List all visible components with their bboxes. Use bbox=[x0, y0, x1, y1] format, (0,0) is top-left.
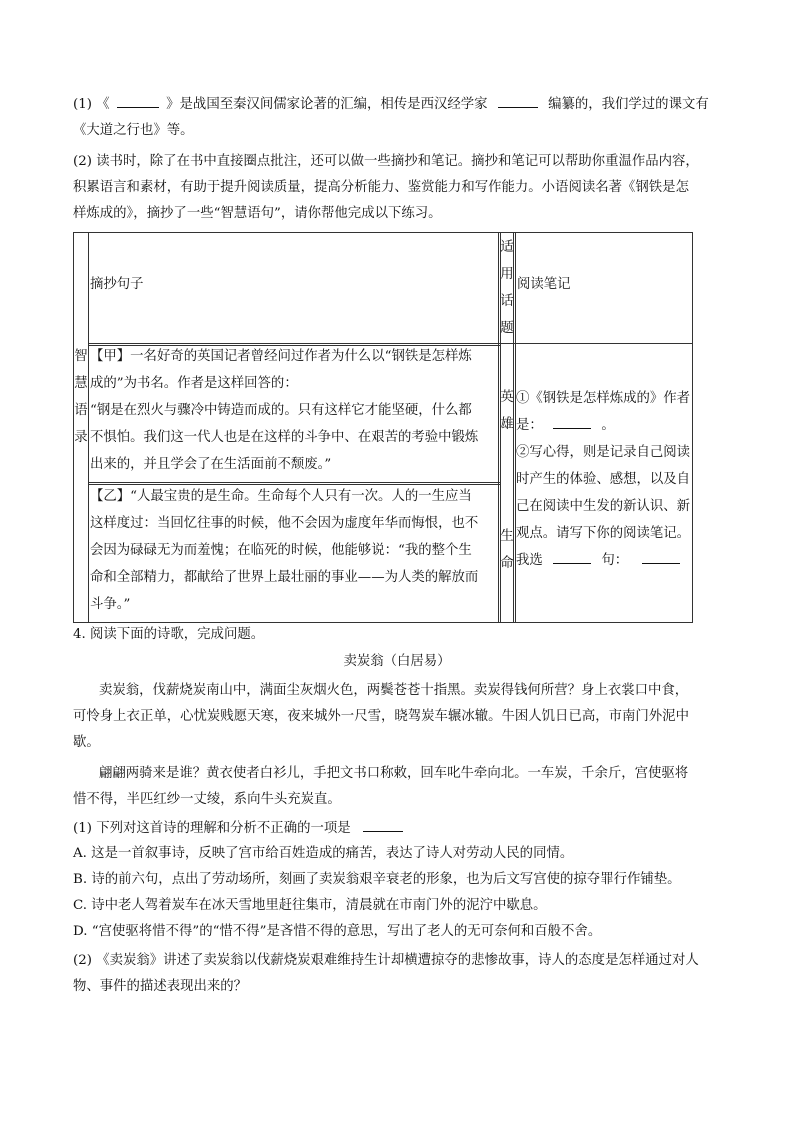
q4-sub2-line2: 物、事件的描述表现出来的？ bbox=[73, 979, 248, 994]
notes-text: 我选 bbox=[516, 553, 543, 568]
excerpt-yi bbox=[90, 483, 498, 618]
header-topic-char: 适 bbox=[500, 240, 514, 255]
sentence-blank[interactable] bbox=[642, 551, 680, 564]
option-a: A. 这是一首叙事诗，反映了宫市给百姓造成的痛苦，表达了诗人对劳动人民的同情。 bbox=[73, 846, 574, 861]
notes-line bbox=[516, 547, 692, 574]
answer-blank[interactable] bbox=[117, 95, 159, 108]
row-label-char: 语 bbox=[74, 403, 88, 418]
topic-char: 命 bbox=[500, 556, 514, 571]
author-blank[interactable] bbox=[553, 416, 591, 429]
row-label-char: 慧 bbox=[74, 376, 88, 391]
excerpt-line: 这样度过：当回忆往事的时候，他不会因为虚度年华而悔恨，也不 bbox=[90, 516, 479, 531]
q3-sub2-line1: (2) 读书时，除了在书中直接圈点批注，还可以做一些摘抄和笔记。摘抄和笔记可以帮助你重温作品内容， bbox=[73, 154, 699, 169]
choice-blank[interactable] bbox=[553, 551, 591, 564]
header-topic-char: 话 bbox=[500, 294, 514, 309]
excerpt-line: 出来的，并且学会了在生活面前不颓废。” bbox=[90, 457, 332, 472]
row-label bbox=[73, 343, 89, 451]
option-c: C. 诗中老人驾着炭车在冰天雪地里赶往集市，清晨就在市南门外的泥泞中歇息。 bbox=[73, 898, 547, 913]
poem-line: 卖炭翁，伐薪烧炭南山中，满面尘灰烟火色，两鬓苍苍十指黑。卖炭得钱何所营？身上衣裳口中食， bbox=[99, 683, 689, 698]
topic-char: 英 bbox=[500, 390, 514, 405]
notes-text: 。 bbox=[601, 418, 615, 433]
notes-line bbox=[516, 412, 692, 439]
q4-intro: 4. 阅读下面的诗歌，完成问题。 bbox=[73, 627, 265, 642]
question-text: (1) 下列对这首诗的理解和分析不正确的一项是 bbox=[73, 821, 351, 836]
excerpt-line: 斗争。” bbox=[90, 597, 131, 612]
excerpt-line: 会因为碌碌无为而羞愧；在临死的时候，他能够说：“我的整个生 bbox=[90, 543, 472, 558]
header-notes: 阅读笔记 bbox=[517, 277, 571, 292]
header-topic-char: 题 bbox=[500, 321, 514, 336]
poem-title: 卖炭翁（白居易） bbox=[343, 654, 451, 669]
excerpt-line: 【甲】一名好奇的英国记者曾经问过作者为什么以“钢铁是怎样炼 bbox=[90, 349, 472, 364]
notes-line: 观点。请写下你的阅读笔记。 bbox=[516, 526, 691, 541]
notes-cell bbox=[516, 385, 692, 574]
row-label-char: 智 bbox=[74, 349, 88, 364]
poem-line: 翩翩两骑来是谁？黄衣使者白衫儿，手把文书口称敕，回车叱牛牵向北。一车炭，千余斤，宫使驱将 bbox=[99, 766, 689, 781]
notes-text: 是： bbox=[516, 418, 543, 433]
reading-notes-table bbox=[73, 232, 693, 623]
option-d: D. “宫使驱将惜不得”的“惜不得”是吝惜不得的意思，写出了老人的无可奈何和百般不舍。 bbox=[73, 924, 602, 939]
q3-sub1-line2: 《大道之行也》等。 bbox=[73, 123, 194, 138]
topic-char: 雄 bbox=[500, 417, 514, 432]
row-label-char: 录 bbox=[74, 430, 88, 445]
poem-line: 歇。 bbox=[73, 735, 100, 750]
excerpt-jia bbox=[90, 343, 498, 478]
option-b: B. 诗的前六句，点出了劳动场所，刻画了卖炭翁艰辛衰老的形象，也为后文写宫使的掠夺罪行作铺垫。 bbox=[73, 872, 681, 887]
poem-line: 可怜身上衣正单，心忧炭贱愿天寒，夜来城外一尺雪，晓驾炭车辗冰辙。牛困人饥日已高，市南门外泥中 bbox=[73, 709, 689, 724]
notes-line: 己在阅读中生发的新认识、新 bbox=[516, 499, 691, 514]
excerpt-line: 【乙】“人最宝贵的是生命。生命每个人只有一次。人的一生应当 bbox=[90, 489, 472, 504]
header-topic bbox=[499, 234, 515, 342]
header-sentence: 摘抄句子 bbox=[90, 277, 144, 292]
q4-sub1-question bbox=[73, 819, 403, 839]
q4-sub2-line1: (2) 《卖炭翁》讲述了卖炭翁以伐薪烧炭艰难维持生计却横遭掠夺的悲惨故事，诗人的态度是怎样通过对人 bbox=[73, 953, 699, 968]
answer-blank[interactable] bbox=[498, 95, 538, 108]
topic-char: 生 bbox=[500, 529, 514, 544]
answer-blank[interactable] bbox=[363, 819, 403, 832]
q3-sub1-text-c: 编纂的，我们学过的课文有 bbox=[548, 97, 709, 112]
notes-line: 时产生的体验、感想，以及自 bbox=[516, 472, 691, 487]
excerpt-line: 成的”为书名。作者是这样回答的： bbox=[90, 376, 298, 391]
q3-sub2-line2: 积累语言和素材，有助于提升阅读质量，提高分析能力、鉴赏能力和写作能力。小语阅读名著《钢铁是怎 bbox=[73, 180, 689, 195]
poem-line: 惜不得，半匹红纱一丈绫，系向牛头充炭直。 bbox=[73, 792, 341, 807]
excerpt-line: “钢是在烈火与骤冷中铸造而成的。只有这样它才能坚硬，什么都 bbox=[90, 403, 472, 418]
header-topic-char: 用 bbox=[500, 267, 514, 282]
q3-sub1-text-a: (1) 《 bbox=[73, 97, 110, 112]
excerpt-line: 不惧怕。我们这一代人也是在这样的斗争中、在艰苦的考验中锻炼 bbox=[90, 430, 479, 445]
notes-line: ②写心得，则是记录自己阅读 bbox=[516, 445, 691, 460]
notes-text: 句： bbox=[601, 553, 629, 568]
q3-sub1-line1 bbox=[73, 95, 709, 115]
q3-sub2-line3: 样炼成的》，摘抄了一些“智慧语句”，请你帮他完成以下练习。 bbox=[73, 206, 442, 221]
notes-line: ①《钢铁是怎样炼成的》作者 bbox=[516, 391, 691, 406]
q3-sub1-text-b: 》是战国至秦汉间儒家论著的汇编，相传是西汉经学家 bbox=[166, 97, 488, 112]
topic-jia bbox=[499, 384, 515, 438]
topic-yi bbox=[499, 523, 515, 577]
excerpt-line: 命和全部精力，都献给了世界上最壮丽的事业——为人类的解放而 bbox=[90, 570, 479, 585]
